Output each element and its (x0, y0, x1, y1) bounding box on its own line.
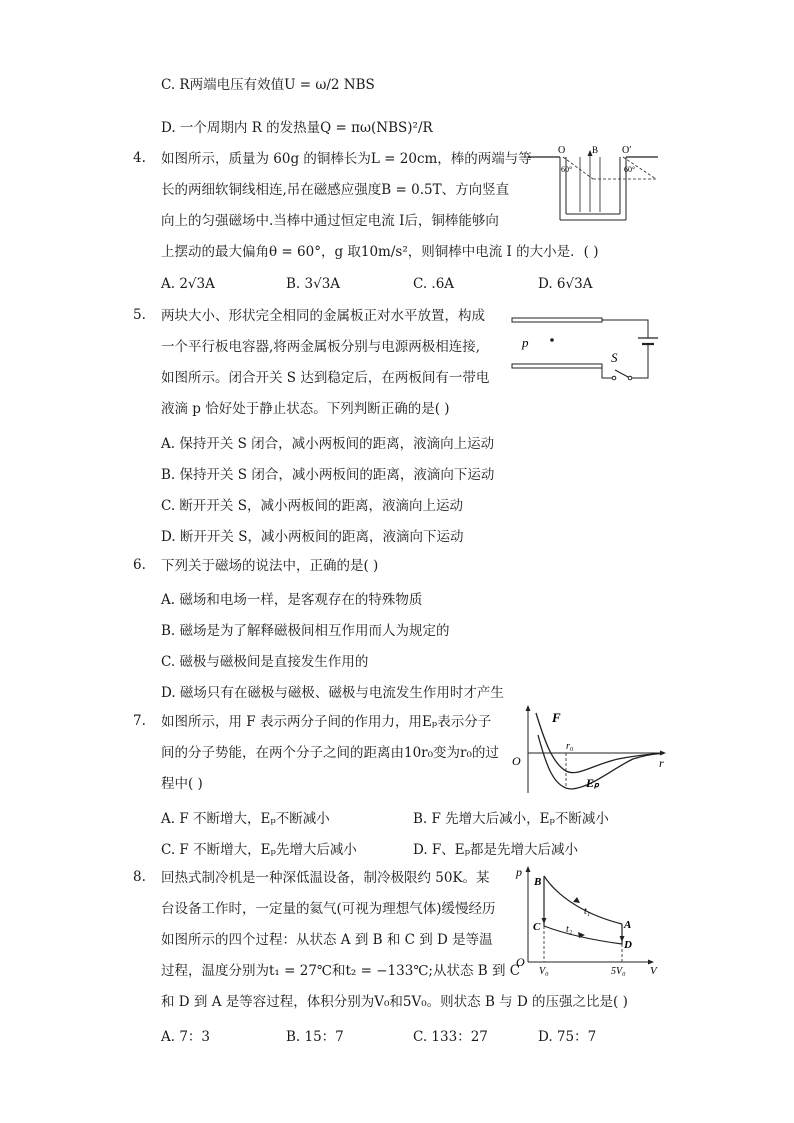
q4-fig-angle-2: 60° (624, 165, 636, 174)
q5-line-1: 两块大小、形状完全相同的金属板正对水平放置，构成 (161, 308, 485, 324)
q7-option-d: D. F、Eₚ都是先增大后减小 (413, 842, 579, 858)
q8-line-3: 如图所示的四个过程：从状态 A 到 B 和 C 到 D 是等温 (161, 932, 493, 948)
q7-figure (508, 705, 668, 795)
q4-fig-b: B (592, 145, 599, 155)
q4-line-2: 长的两细软铜线相连,吊在磁感应强度B = 0.5T、方向竖直 (161, 182, 510, 198)
q8-figure (510, 862, 660, 977)
q8-option-b: B. 15：7 (286, 1029, 344, 1045)
q6-option-b: B. 磁场是为了解释磁极间相互作用而人为规定的 (161, 623, 450, 639)
q8-fig-v0: V₀ (539, 966, 549, 977)
q5-fig-p: p (522, 335, 529, 350)
q8-fig-o: O (516, 955, 525, 969)
q8-fig-t1: t₁ (584, 906, 591, 917)
q5-option-c: C. 断开开关 S，减小两板间的距离，液滴向上运动 (161, 498, 463, 514)
q5-number: 5. (133, 307, 146, 323)
q6-option-a: A. 磁场和电场一样，是客观存在的特殊物质 (161, 592, 423, 608)
q7-line-2: 间的分子势能，在两个分子之间的距离由10r₀变为r₀的过 (161, 745, 499, 761)
q7-option-a: A. F 不断增大，Eₚ不断减小 (161, 811, 330, 827)
q5-line-2: 一个平行板电容器,将两金属板分别与电源两极相连接, (161, 339, 481, 355)
q6-line-1: 下列关于磁场的说法中，正确的是( ) (161, 558, 379, 574)
q4-option-a: A. 2√3A (161, 276, 215, 292)
q5-option-a: A. 保持开关 S 闭合，减小两板间的距离，液滴向上运动 (161, 436, 495, 452)
q7-line-3: 程中( ) (161, 776, 203, 792)
q8-fig-v: V (650, 965, 657, 977)
q4-option-b: B. 3√3A (286, 276, 341, 292)
q7-option-b: B. F 先增大后减小，Eₚ不断减小 (413, 811, 609, 827)
q7-line-1: 如图所示，用 F 表示两分子间的作用力，用Eₚ表示分子 (161, 714, 492, 730)
q7-number: 7. (133, 713, 146, 729)
q5-fig-s: S (611, 350, 618, 365)
q8-line-4: 过程，温度分别为t₁ = 27℃和t₂ = −133℃;从状态 B 到 C (161, 963, 521, 979)
q4-fig-angle-1: 60° (561, 165, 573, 174)
q4-fig-o-prime: O′ (622, 145, 632, 156)
q8-fig-c: C (533, 921, 541, 933)
q8-fig-t2: t₂ (566, 924, 573, 935)
q4-number: 4. (133, 150, 146, 166)
q3-option-c: C. R两端电压有效值U = ω/2 NBS (161, 77, 375, 93)
q8-option-d: D. 75：7 (538, 1029, 597, 1045)
q5-figure (510, 302, 660, 384)
q4-fig-o: O (558, 145, 566, 156)
q8-option-a: A. 7：3 (161, 1029, 211, 1045)
q8-line-2: 台设备工作时，一定量的氦气(可视为理想气体)缓慢经历 (161, 901, 496, 917)
q4-line-3: 向上的匀强磁场中.当棒中通过恒定电流 I后，铜棒能够向 (161, 213, 499, 229)
q8-fig-b: B (534, 876, 542, 888)
q5-option-d: D. 断开开关 S，减小两板间的距离，液滴向下运动 (161, 529, 464, 545)
q8-option-c: C. 133：27 (413, 1029, 488, 1045)
q8-fig-a: A (624, 919, 632, 931)
q5-option-b: B. 保持开关 S 闭合，减小两板间的距离，液滴向下运动 (161, 467, 495, 483)
q8-line-1: 回热式制冷机是一种深低温设备，制冷极限约 50K。某 (161, 870, 490, 886)
q8-number: 8. (133, 869, 146, 885)
q7-fig-r0: r₀ (566, 741, 574, 752)
q4-option-d: D. 6√3A (538, 276, 593, 292)
q6-option-c: C. 磁极与磁极间是直接发生作用的 (161, 654, 369, 670)
q4-option-c: C. .6A (413, 276, 455, 292)
q7-option-c: C. F 不断增大，Eₚ先增大后减小 (161, 842, 357, 858)
q7-fig-o: O (512, 754, 521, 768)
q7-fig-f: F (552, 710, 561, 725)
q8-fig-d: D (624, 939, 632, 951)
q5-line-4: 液滴 p 恰好处于静止状态。下列判断正确的是( ) (161, 401, 450, 417)
q7-fig-ep: Eₚ (586, 776, 600, 790)
q8-fig-p: p (516, 865, 522, 879)
q4-line-1: 如图所示，质量为 60g 的铜棒长为L = 20cm，棒的两端与等 (161, 151, 532, 167)
q5-line-3: 如图所示。闭合开关 S 达到稳定后，在两板间有一带电 (161, 370, 490, 386)
q3-option-d: D. 一个周期内 R 的发热量Q = πω(NBS)²/R (161, 120, 433, 136)
q6-option-d: D. 磁场只有在磁极与磁极、磁极与电流发生作用时才产生 (161, 685, 504, 701)
q7-fig-r: r (659, 756, 664, 770)
q4-figure (528, 142, 668, 222)
q8-line-5: 和 D 到 A 是等容过程，体积分别为V₀和5V₀。则状态 B 与 D 的压强之比是( ) (161, 994, 628, 1010)
q8-fig-5v0: 5V₀ (611, 966, 626, 977)
q4-line-4: 上摆动的最大偏角θ = 60°，g 取10m/s²，则铜棒中电流 I 的大小是．( ) (161, 244, 599, 260)
q6-number: 6. (133, 557, 146, 573)
